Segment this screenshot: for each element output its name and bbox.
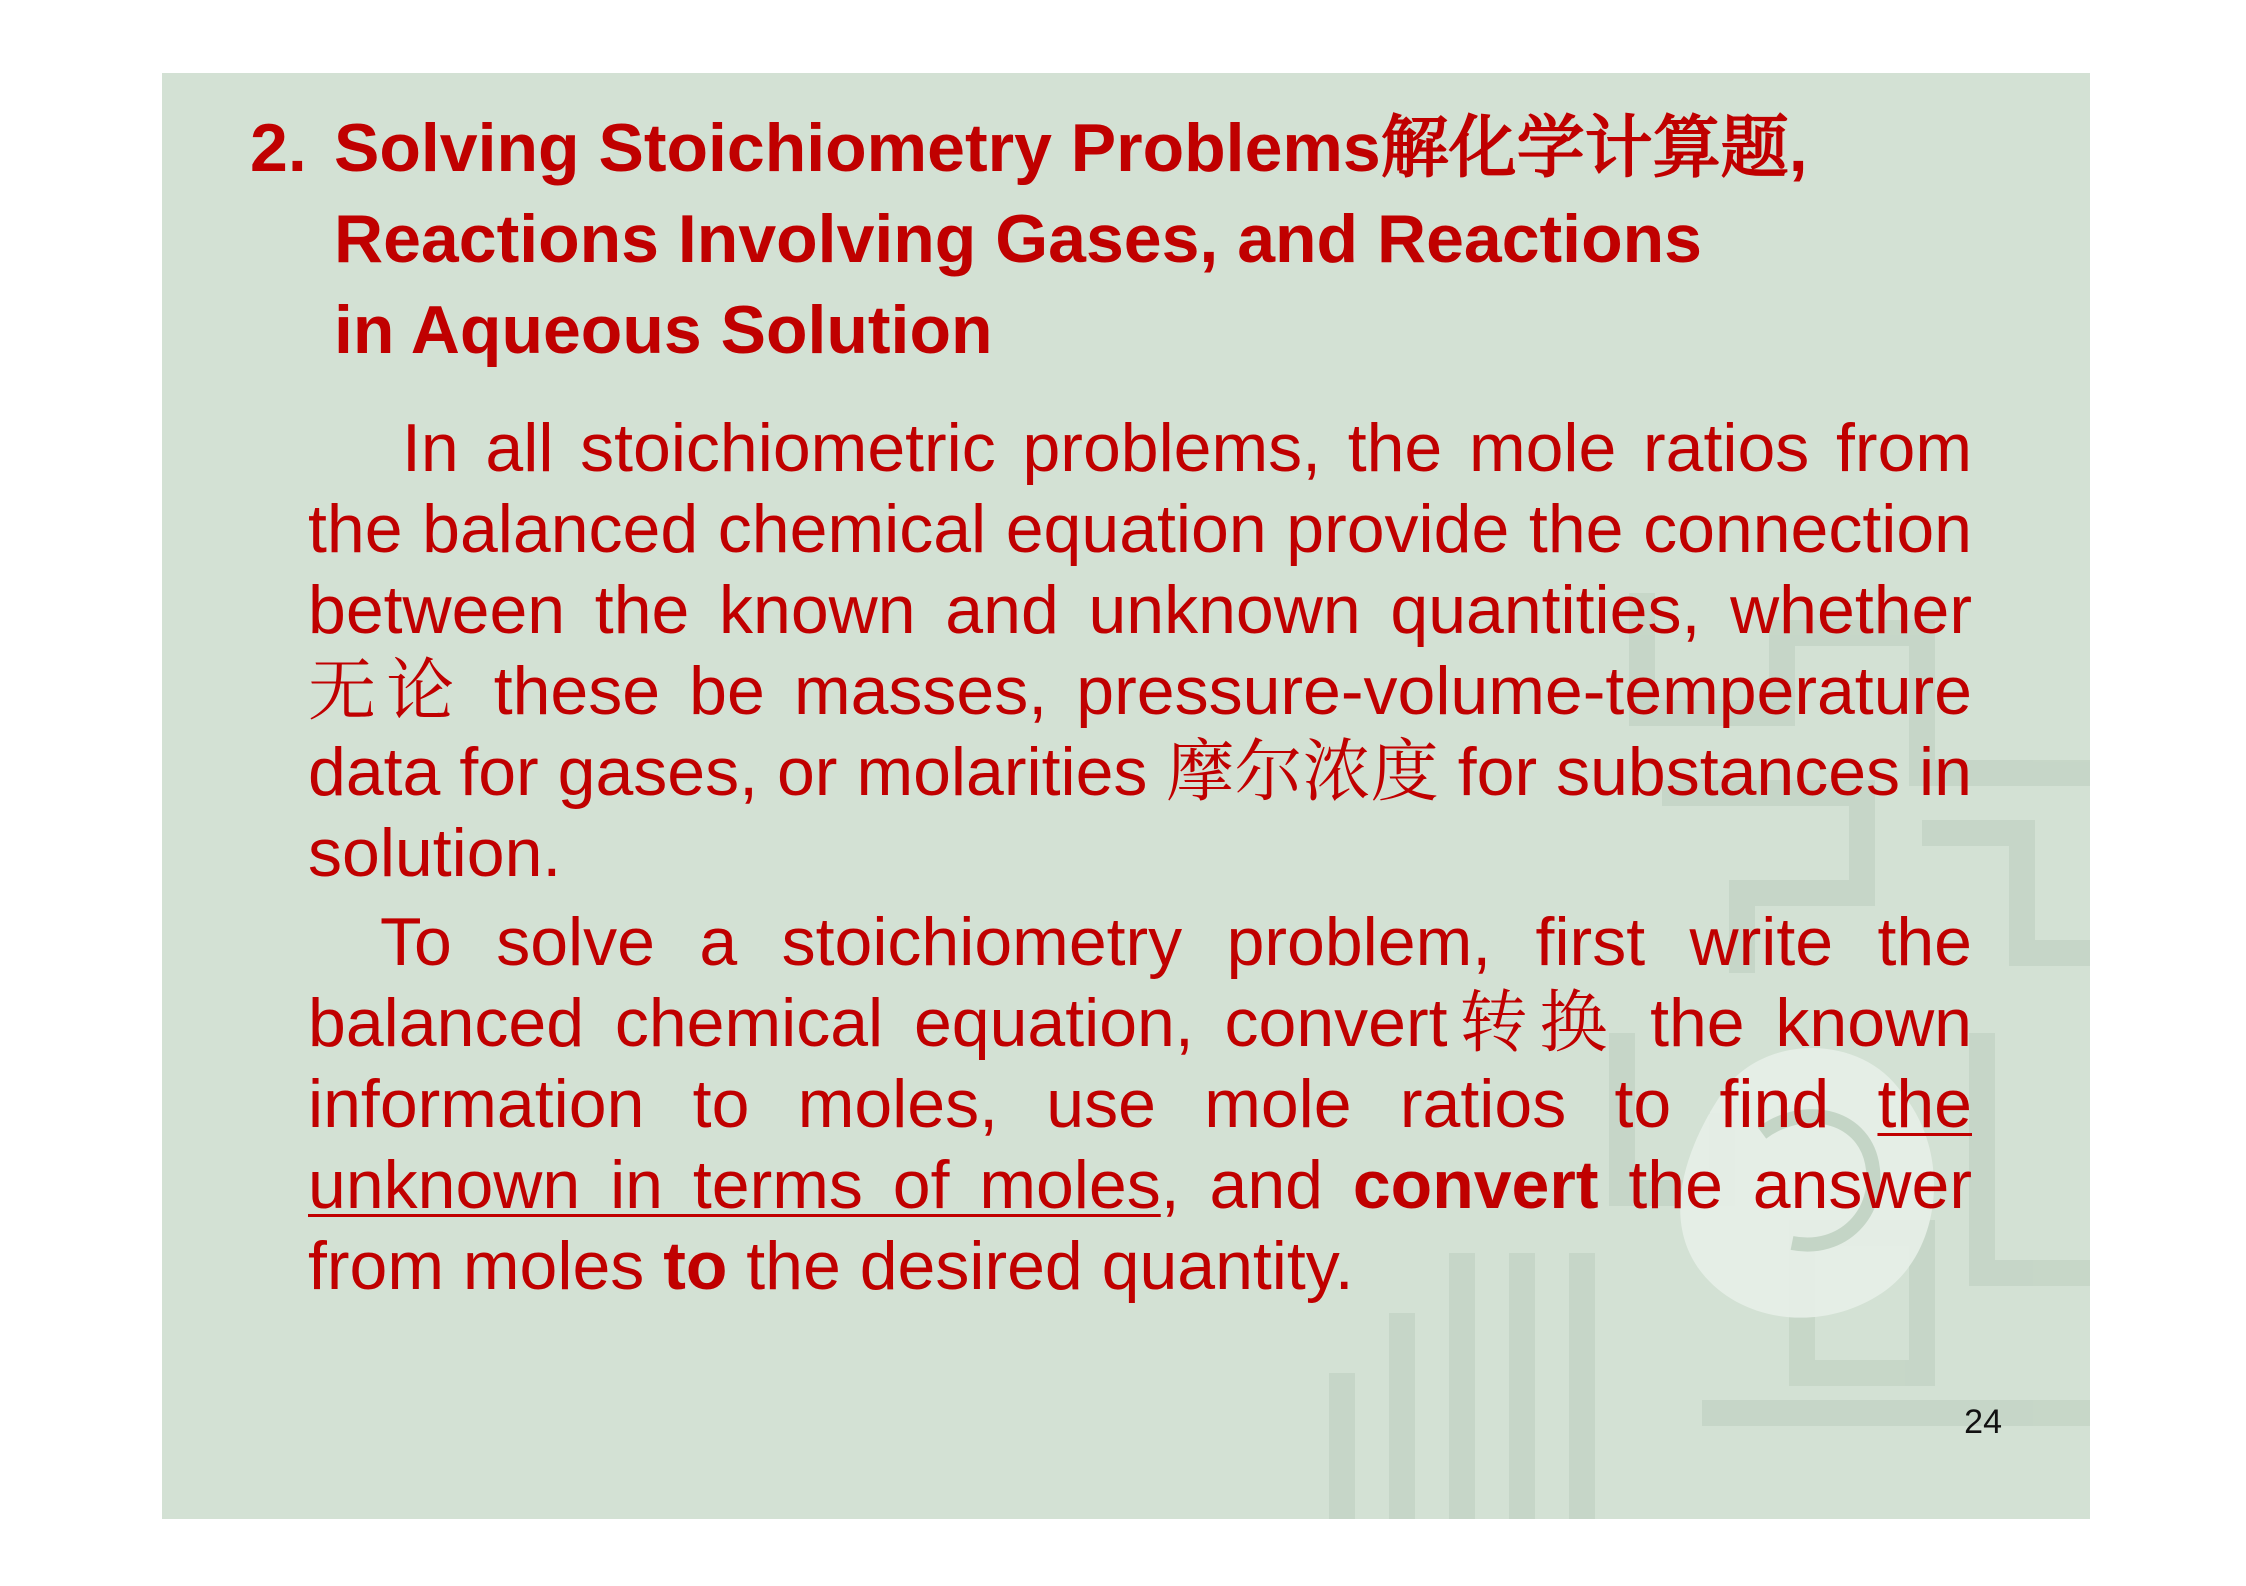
para1-text-1: In all stoichiometric problems, the mole ratios from the balanced chemical equation provide the connection between the known and unknown quantities, whether	[308, 410, 1972, 648]
para2-text-3: , and	[1160, 1147, 1323, 1223]
para2-zh-1: 转换	[1447, 984, 1620, 1063]
para2-underlined: the unknown in terms of moles	[308, 1066, 1972, 1223]
title-line-3: in Aqueous Solution	[334, 292, 993, 368]
title-line-1	[334, 103, 2050, 194]
para1-text-2: these be masses, pressure-volume-temperature data for gases, or molarities	[308, 653, 1972, 810]
para2-text-1: To solve a stoichiometry problem, first write the balanced chemical equation, convert	[308, 904, 1972, 1061]
para1-text-3: for substances in solution.	[308, 734, 1972, 891]
para2-text-5: the desired quantity.	[746, 1228, 1354, 1304]
para2-bold-to: to	[663, 1228, 728, 1304]
slide-title	[250, 103, 2050, 376]
para1-zh-1: 无论	[308, 652, 465, 731]
title-line-1-en: Solving Stoichiometry Problems	[334, 110, 1381, 186]
paragraph-2	[308, 902, 1972, 1307]
para2-text-4: the answer from moles	[308, 1147, 1972, 1304]
title-number: 2.	[250, 110, 307, 186]
page-number: 24	[1964, 1403, 2002, 1441]
title-line-1-zh: 解化学计算题	[1380, 108, 1789, 188]
para2-bold-convert: convert	[1352, 1147, 1599, 1223]
slide-body	[308, 408, 1972, 1307]
para1-zh-2: 摩尔浓度	[1166, 733, 1439, 812]
title-line-2: Reactions Involving Gases, and Reactions	[334, 201, 1702, 277]
title-line-1-end: ,	[1788, 110, 1808, 186]
paragraph-1	[308, 408, 1972, 894]
slide	[162, 73, 2090, 1519]
para2-text-2: the known information to moles, use mole ratios to find	[308, 985, 1972, 1142]
